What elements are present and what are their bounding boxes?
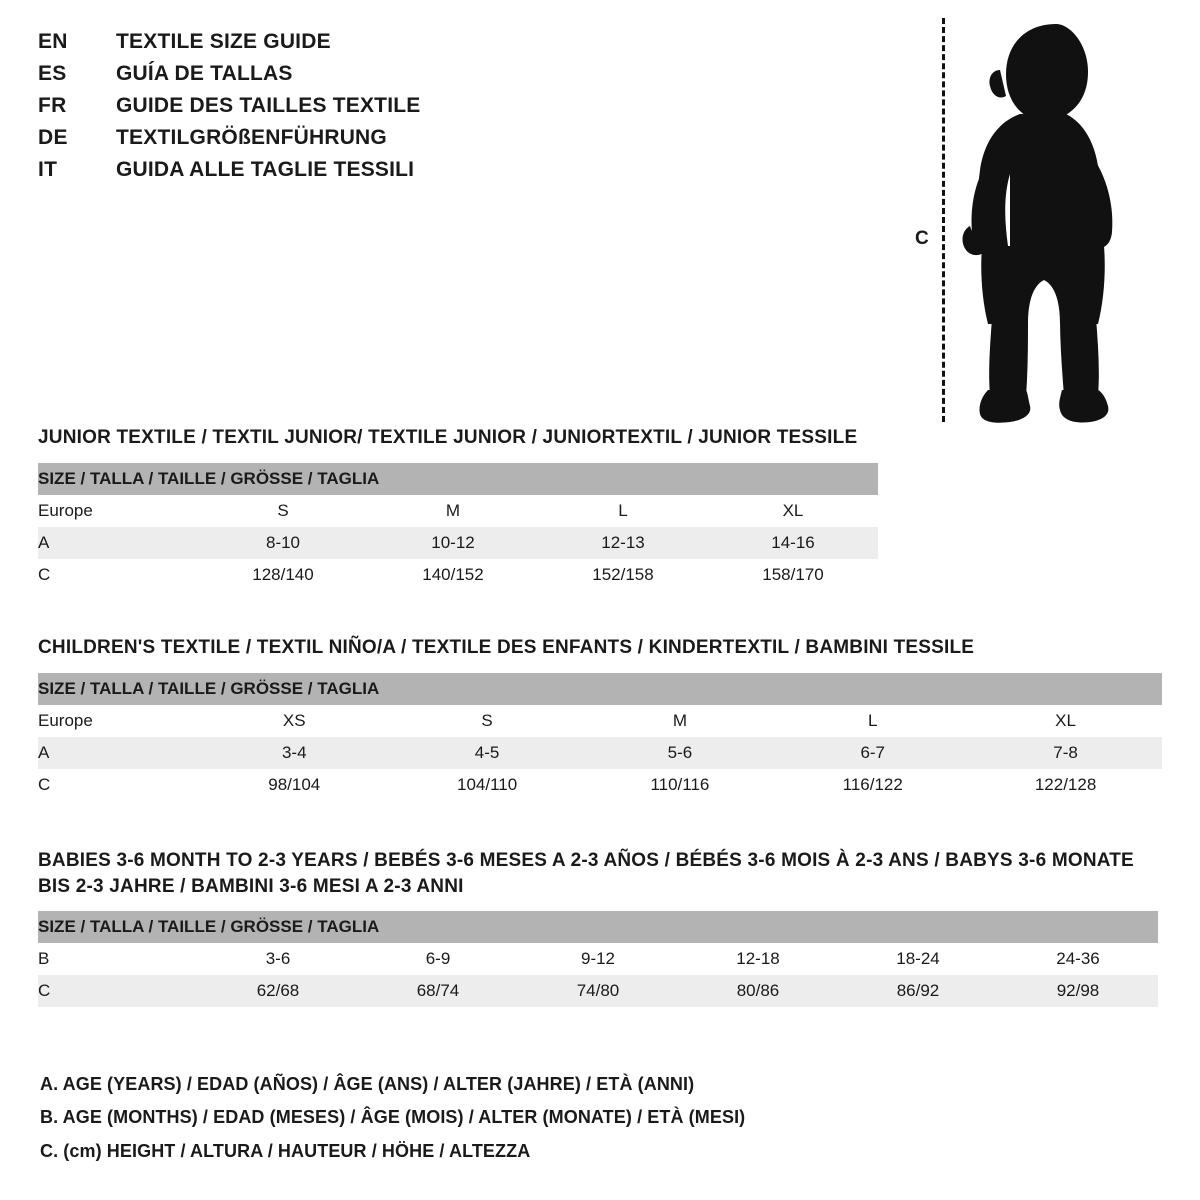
language-code: IT: [38, 158, 58, 181]
cell-value: XS: [198, 705, 391, 737]
cell-value: XL: [969, 705, 1162, 737]
cell-value: 110/116: [584, 769, 777, 801]
band-label: SIZE / TALLA / TAILLE / GRÖSSE / TAGLIA: [38, 463, 878, 495]
legend-line-c: C. (cm) HEIGHT / ALTURA / HAUTEUR / HÖHE / ALTEZZA: [40, 1140, 531, 1161]
legend-line-a: A. AGE (YEARS) / EDAD (AÑOS) / ÂGE (ANS) / ALTER (JAHRE) / ETÀ (ANNI): [40, 1074, 695, 1094]
cell-value: 24-36: [998, 943, 1158, 975]
cell-value: 86/92: [838, 975, 998, 1007]
table-row: [38, 559, 878, 591]
cell-value: 128/140: [198, 559, 368, 591]
band-label: SIZE / TALLA / TAILLE / GRÖSSE / TAGLIA: [38, 911, 1158, 943]
cell-value: 116/122: [776, 769, 969, 801]
row-label: A: [38, 737, 198, 769]
table-band-header: [38, 673, 1162, 705]
cell-value: L: [776, 705, 969, 737]
language-row: [38, 158, 658, 190]
language-code: ES: [38, 62, 67, 85]
row-label: B: [38, 943, 198, 975]
babies-size-table: [38, 911, 1158, 1007]
language-code: DE: [38, 126, 68, 149]
language-row: [38, 126, 658, 158]
cell-value: 140/152: [368, 559, 538, 591]
cell-value: 12-13: [538, 527, 708, 559]
cell-value: 104/110: [391, 769, 584, 801]
table-row: [38, 769, 1162, 801]
table-row: [38, 975, 1158, 1007]
table-row: [38, 527, 878, 559]
cell-value: 6-9: [358, 943, 518, 975]
cell-value: 5-6: [584, 737, 777, 769]
cell-value: 74/80: [518, 975, 678, 1007]
cell-value: M: [584, 705, 777, 737]
cell-value: 122/128: [969, 769, 1162, 801]
cell-value: 8-10: [198, 527, 368, 559]
cell-value: 4-5: [391, 737, 584, 769]
cell-value: 6-7: [776, 737, 969, 769]
cell-value: 152/158: [538, 559, 708, 591]
language-title: GUIDA ALLE TAGLIE TESSILI: [116, 158, 415, 181]
section-title: CHILDREN'S TEXTILE / TEXTIL NIÑO/A / TEXTILE DES ENFANTS / KINDERTEXTIL / BAMBINI TESSILE: [38, 637, 975, 658]
section-babies: [38, 848, 1162, 1007]
row-label: Europe: [38, 495, 198, 527]
cell-value: 7-8: [969, 737, 1162, 769]
language-row: [38, 94, 658, 126]
cell-value: 9-12: [518, 943, 678, 975]
cell-value: 3-6: [198, 943, 358, 975]
row-label: C: [38, 975, 198, 1007]
cell-value: S: [391, 705, 584, 737]
row-label: C: [38, 559, 198, 591]
legend-line-b: B. AGE (MONTHS) / EDAD (MESES) / ÂGE (MOIS) / ALTER (MONATE) / ETÀ (MESI): [40, 1107, 746, 1128]
language-title: TEXTILE SIZE GUIDE: [116, 30, 331, 53]
language-title: TEXTILGRÖßENFÜHRUNG: [116, 126, 387, 149]
cell-value: 92/98: [998, 975, 1158, 1007]
section-title: BABIES 3-6 MONTH TO 2-3 YEARS / BEBÉS 3-6 MESES A 2-3 AÑOS / BÉBÉS 3-6 MOIS À 2-3 ANS / BABYS 3-6 MONATE BIS 2-3 JAHRE / BAMBINI 3-6 MESI A 2-3 ANNI: [38, 850, 1134, 897]
section-junior: [38, 425, 1162, 591]
language-header: [38, 30, 658, 190]
language-code: FR: [38, 94, 67, 117]
language-row: [38, 62, 658, 94]
legend: [40, 1068, 745, 1168]
children-size-table: [38, 673, 1162, 801]
cell-value: 158/170: [708, 559, 878, 591]
language-row: [38, 30, 658, 62]
row-label: Europe: [38, 705, 198, 737]
language-title: GUÍA DE TALLAS: [116, 62, 293, 85]
cell-value: M: [368, 495, 538, 527]
table-band-header: [38, 911, 1158, 943]
table-row: [38, 737, 1162, 769]
cell-value: 80/86: [678, 975, 838, 1007]
table-band-header: [38, 463, 878, 495]
cell-value: 18-24: [838, 943, 998, 975]
band-label: SIZE / TALLA / TAILLE / GRÖSSE / TAGLIA: [38, 673, 1162, 705]
cell-value: S: [198, 495, 368, 527]
language-title: GUIDE DES TAILLES TEXTILE: [116, 94, 421, 117]
cell-value: 68/74: [358, 975, 518, 1007]
cell-value: L: [538, 495, 708, 527]
cell-value: 62/68: [198, 975, 358, 1007]
table-row: [38, 943, 1158, 975]
child-silhouette-icon: [948, 18, 1138, 428]
height-marker-label: C: [915, 228, 929, 249]
table-row: [38, 495, 878, 527]
figure-area: [900, 10, 1160, 430]
row-label: C: [38, 769, 198, 801]
cell-value: 10-12: [368, 527, 538, 559]
cell-value: 12-18: [678, 943, 838, 975]
row-label: A: [38, 527, 198, 559]
junior-size-table: [38, 463, 878, 591]
section-title: JUNIOR TEXTILE / TEXTIL JUNIOR/ TEXTILE JUNIOR / JUNIORTEXTIL / JUNIOR TESSILE: [38, 427, 858, 448]
table-row: [38, 705, 1162, 737]
language-code: EN: [38, 30, 68, 53]
cell-value: XL: [708, 495, 878, 527]
height-guide-line: [942, 18, 945, 422]
section-children: [38, 635, 1162, 801]
cell-value: 98/104: [198, 769, 391, 801]
cell-value: 14-16: [708, 527, 878, 559]
cell-value: 3-4: [198, 737, 391, 769]
